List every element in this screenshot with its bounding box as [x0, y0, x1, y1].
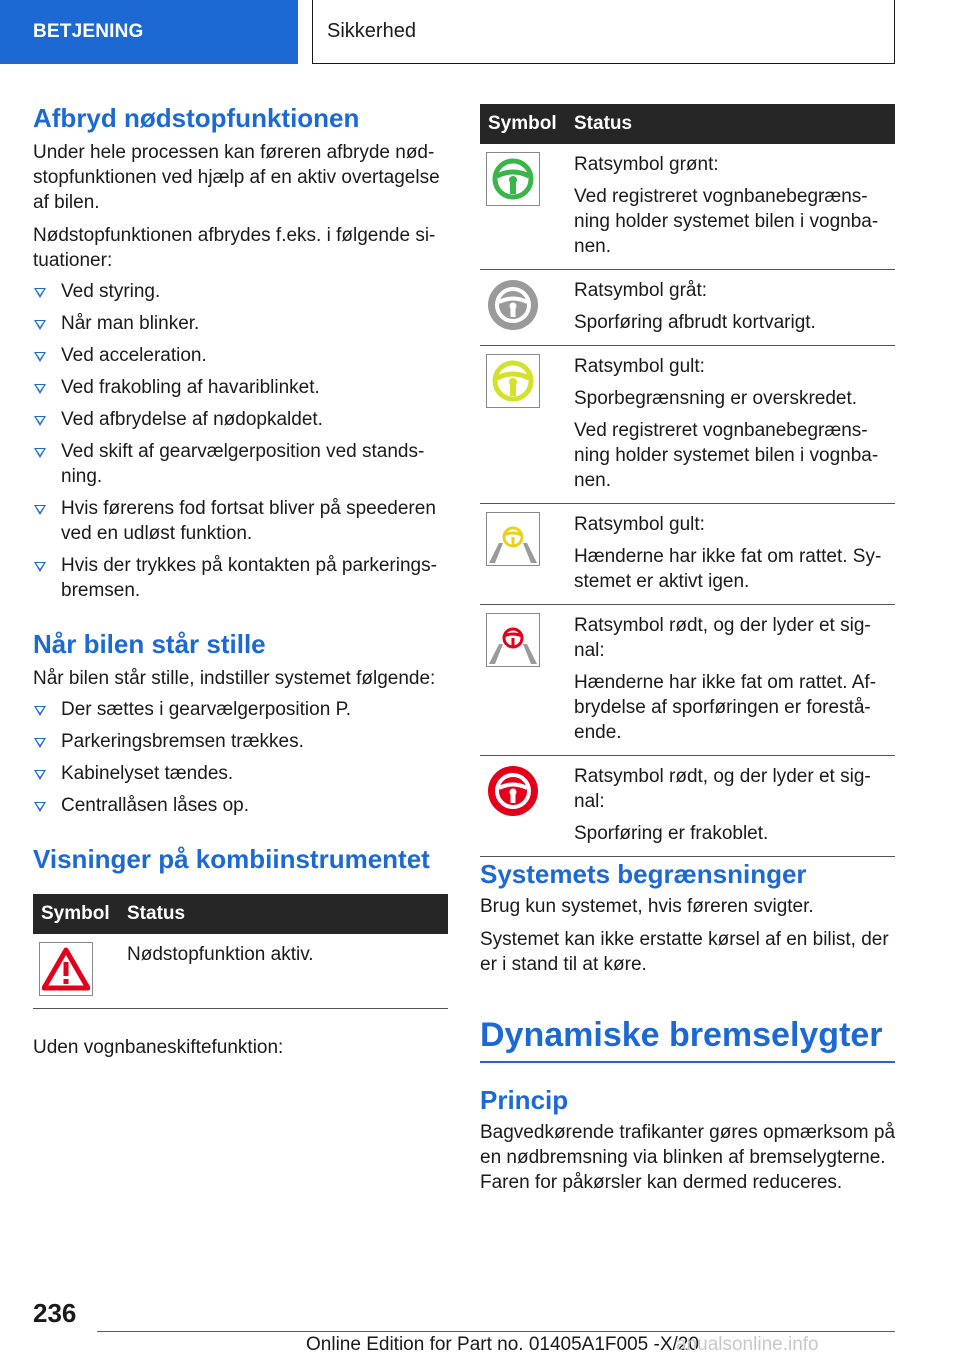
list-item	[33, 439, 448, 489]
paragraph: Når bilen står stille, indstiller systemet følgende:	[33, 668, 436, 689]
status-cell	[119, 934, 448, 1009]
paragraph: Bagvedkørende trafikanter gøres opmærksom på en nødbremsning via blinken af bremselygterne. Faren for påkørsler kan dermed reduceres.	[480, 1122, 896, 1193]
bullet-triangle-icon	[34, 562, 46, 572]
list-item-text: Ved styring.	[61, 281, 161, 302]
bullet-triangle-icon	[34, 288, 46, 298]
heading-visninger: Visninger på kombiinstrumentet	[33, 844, 430, 874]
list-item-text: Ved frakobling af havariblinket.	[61, 377, 320, 398]
symbol-cell	[480, 605, 566, 756]
status-text: Nødstopfunktion aktiv.	[127, 944, 314, 965]
status-cell	[566, 270, 895, 346]
table-row	[480, 270, 895, 346]
status-line: Ratsymbol grønt:	[574, 154, 719, 175]
steering-symbol-table	[480, 104, 895, 857]
steering-wheel-grey-icon	[486, 278, 540, 332]
bullet-triangle-icon	[34, 448, 46, 458]
steering-wheel-red-icon	[486, 764, 540, 818]
header-chapter-tab	[312, 0, 895, 64]
list-item-text: Ved afbrydelse af nødopkaldet.	[61, 409, 323, 430]
section-princip	[480, 1084, 895, 1195]
warning-triangle-icon	[39, 942, 93, 996]
steering-wheel-yellow-icon	[486, 354, 540, 408]
list-item	[33, 793, 448, 818]
heading-princip: Princip	[480, 1085, 569, 1115]
footer-watermark: anualsonline.info	[676, 1334, 819, 1355]
list-item-text: Ved acceleration.	[61, 345, 207, 366]
list-item	[33, 375, 448, 400]
list-item	[33, 761, 448, 786]
status-cell	[566, 756, 895, 857]
list-item-text: Når man blinker.	[61, 313, 200, 334]
status-line: Ratsymbol rødt, og der lyder et sig- nal:	[574, 766, 871, 812]
section-afbryd	[33, 102, 448, 610]
table-row	[480, 504, 895, 605]
list-item-text: Hvis der trykkes på kontakten på parkerings-bremsen.	[61, 555, 437, 601]
symbol-cell	[480, 346, 566, 504]
heading-afbryd: Afbryd nødstopfunktionen	[33, 103, 360, 133]
bullet-triangle-icon	[34, 320, 46, 330]
list-item-text: Ved skift af gearvælgerposition ved stands-ning.	[61, 441, 425, 487]
footer-divider	[97, 1331, 895, 1332]
column-header-status: Status	[566, 104, 895, 144]
list-item-text: Centrallåsen låses op.	[61, 795, 249, 816]
status-line: Sporbegrænsning er overskredet.	[574, 388, 858, 409]
bullet-triangle-icon	[34, 505, 46, 515]
table-header-row	[480, 104, 895, 144]
chapter-title: Dynamiske bremselygter	[480, 1013, 895, 1063]
list-item-text: Kabinelyset tændes.	[61, 763, 234, 784]
status-line: Sporføring er frakoblet.	[574, 823, 769, 844]
table-row	[480, 346, 895, 504]
header-section-label: BETJENING	[33, 21, 144, 42]
bullet-triangle-icon	[34, 706, 46, 716]
symbol-cell	[33, 934, 119, 1009]
section-stille	[33, 628, 448, 825]
paragraph: Under hele processen kan føreren afbryde nød-stopfunktionen ved hjælp af en aktiv overtagelse af bilen.	[33, 142, 440, 213]
footer-edition: Online Edition for Part no. 01405A1F005 -X/20	[306, 1334, 699, 1355]
list-item	[33, 697, 448, 722]
symbol-table	[33, 894, 448, 1009]
symbol-cell	[480, 270, 566, 346]
list-item-text: Parkeringsbremsen trækkes.	[61, 731, 304, 752]
list-item	[33, 729, 448, 754]
list-item-text: Hvis førerens fod fortsat bliver på speederen ved en udløst funktion.	[61, 498, 436, 544]
status-cell	[566, 144, 895, 270]
status-line: Ratsymbol gråt:	[574, 280, 708, 301]
status-cell	[566, 346, 895, 504]
status-line: Hænderne har ikke fat om rattet. Sy- stemet er aktivt igen.	[574, 546, 882, 592]
section-begraensninger	[480, 858, 895, 977]
header-chapter-label: Sikkerhed	[327, 20, 416, 42]
list-item	[33, 279, 448, 304]
table-row	[480, 144, 895, 270]
steering-wheel-green-icon	[486, 152, 540, 206]
status-line: Sporføring afbrudt kortvarigt.	[574, 312, 816, 333]
status-line: Ratsymbol rødt, og der lyder et sig- nal:	[574, 615, 871, 661]
section-visninger	[33, 843, 448, 1060]
symbol-cell	[480, 756, 566, 857]
list-item	[33, 311, 448, 336]
column-header-status: Status	[119, 894, 448, 934]
chapter-bremselygter	[480, 1013, 895, 1063]
status-line: Ved registreret vognbanebegræns- ning holder systemet bilen i vognba- nen.	[574, 420, 879, 491]
bullet-list	[33, 697, 448, 818]
paragraph: Nødstopfunktionen afbrydes f.eks. i følgende si-tuationer:	[33, 225, 436, 271]
status-line: Ved registreret vognbanebegræns- ning holder systemet bilen i vognba- nen.	[574, 186, 879, 257]
list-item-text: Der sættes i gearvælgerposition P.	[61, 699, 352, 720]
paragraph: Systemet kan ikke erstatte kørsel af en bilist, der er i stand til at køre.	[480, 929, 889, 975]
list-item	[33, 496, 448, 546]
list-item	[33, 343, 448, 368]
status-line: Ratsymbol gult:	[574, 356, 705, 377]
steering-wheel-yellow-lanes-icon	[486, 512, 540, 566]
column-header-symbol: Symbol	[480, 104, 566, 144]
paragraph: Uden vognbaneskiftefunktion:	[33, 1037, 284, 1058]
bullet-triangle-icon	[34, 416, 46, 426]
steering-wheel-red-lanes-icon	[486, 613, 540, 667]
list-item	[33, 407, 448, 432]
heading-begraensninger: Systemets begrænsninger	[480, 859, 807, 889]
status-line: Hænderne har ikke fat om rattet. Af- brydelse af sporføringen er forestå- ende.	[574, 672, 877, 743]
bullet-triangle-icon	[34, 770, 46, 780]
table-header-row	[33, 894, 448, 934]
symbol-cell	[480, 144, 566, 270]
heading-stille: Når bilen står stille	[33, 629, 266, 659]
header-section-tab	[0, 0, 298, 64]
table-row	[480, 756, 895, 857]
paragraph: Brug kun systemet, hvis føreren svigter.	[480, 896, 814, 917]
status-line: Ratsymbol gult:	[574, 514, 705, 535]
bullet-triangle-icon	[34, 802, 46, 812]
bullet-triangle-icon	[34, 738, 46, 748]
table-row	[480, 605, 895, 756]
bullet-list	[33, 279, 448, 603]
list-item	[33, 553, 448, 603]
table-row	[33, 934, 448, 1009]
column-header-symbol: Symbol	[33, 894, 119, 934]
status-cell	[566, 605, 895, 756]
bullet-triangle-icon	[34, 384, 46, 394]
bullet-triangle-icon	[34, 352, 46, 362]
page-number: 236	[33, 1298, 77, 1328]
symbol-cell	[480, 504, 566, 605]
status-cell	[566, 504, 895, 605]
